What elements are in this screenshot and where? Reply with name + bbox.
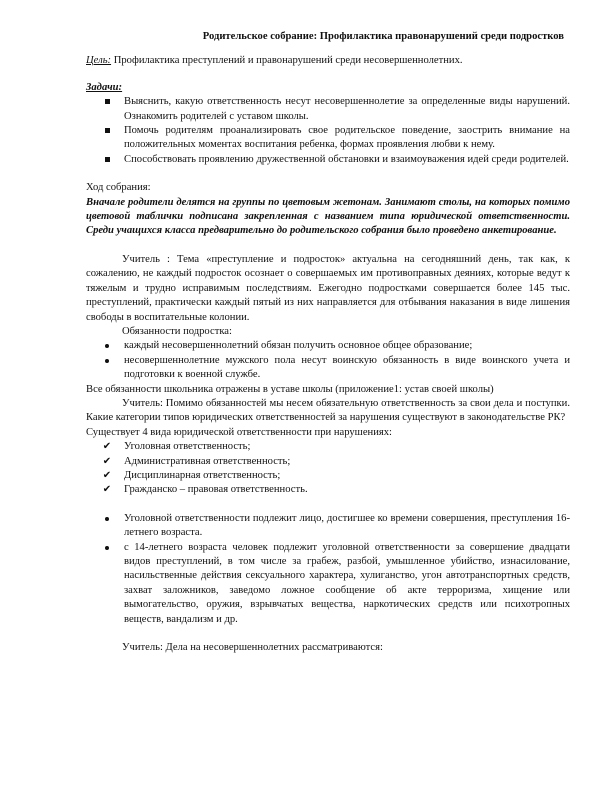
list-item xyxy=(86,95,570,124)
list-item xyxy=(86,124,570,153)
round-bullet-icon xyxy=(100,512,114,526)
round-bullet-icon xyxy=(100,541,114,555)
list-item xyxy=(86,455,570,469)
kind-text: Гражданско – правовая ответственность. xyxy=(124,484,308,496)
square-bullet-icon xyxy=(100,95,114,109)
checkmark-icon: ✔ xyxy=(102,441,112,453)
list-item xyxy=(86,339,570,353)
kinds-list xyxy=(86,440,570,498)
criminal-text: Уголовной ответственности подлежит лицо, достигшее ко времени совершения, преступления 16-летнего возраста. xyxy=(124,512,570,539)
document-title: Родительское собрание: Профилактика правонарушений среди подростков xyxy=(202,31,564,42)
criminal-list xyxy=(86,512,570,627)
teacher-paragraph-2: Учитель: Помимо обязанностей мы несем обязательную ответственность за свои дела и поступки. Какие категории типов юридических ответственностей за нарушения существуют в законодательстве РК? xyxy=(86,397,570,424)
list-item xyxy=(86,440,570,454)
checkmark-icon: ✔ xyxy=(102,455,112,467)
teacher-paragraph-1: Учитель : Тема «преступление и подросток» актуальна на сегодняшний день, так как, к сожалению, не каждый подросток осознает о совершаемых им противоправных деяниях, которые ведут к тяжелым и трудно исправимым последствиям. Ежегодно подростками совершается более 145 тыс. преступлений, практически каждый пятый из них направляется для отбывания наказания в виде лишения свободы в воспитательные колонии. xyxy=(86,253,570,323)
list-item xyxy=(86,541,570,627)
square-bullet-icon xyxy=(100,153,114,167)
kind-text: Дисциплинарная ответственность; xyxy=(124,469,281,481)
tasks-list xyxy=(86,95,570,167)
goal-paragraph xyxy=(86,54,570,68)
round-bullet-icon xyxy=(100,354,114,368)
task-text: Способствовать проявлению дружественной обстановки и взаимоуважения идей среди родителей. xyxy=(124,153,569,165)
list-item xyxy=(86,469,570,483)
kind-text: Уголовная ответственность; xyxy=(124,441,251,453)
tasks-label: Задачи: xyxy=(86,81,123,93)
square-bullet-icon xyxy=(100,124,114,138)
duty-text: несовершеннолетние мужского пола несут воинскую обязанность в виде воинского учета и подготовки к военной службе. xyxy=(124,354,570,381)
charter-note: Все обязанности школьника отражены в уставе школы (приложение1: устав своей школы) xyxy=(86,383,494,395)
round-bullet-icon xyxy=(100,339,114,353)
kind-text: Административная ответственность; xyxy=(124,455,291,467)
task-text: Выяснить, какую ответственность несут несовершеннолетие за определенные виды нарушений. Ознакомить родителей с уставом школы. xyxy=(124,96,570,122)
course-intro: Вначале родители делятся на группы по цветовым жетонам. Занимают столы, на которых помимо цветовой таблички подписана закрепленная с названием типа юридической ответственности. Среди учащихся класса предварительно до родительского собрания было проведено анкетирование. xyxy=(86,196,570,237)
list-item xyxy=(86,153,570,167)
checkmark-icon: ✔ xyxy=(102,469,112,481)
checkmark-icon: ✔ xyxy=(102,484,112,496)
list-item xyxy=(86,483,570,497)
goal-label: Цель: xyxy=(86,55,112,67)
goal-text: Профилактика преступлений и правонарушений среди несовершеннолетних. xyxy=(111,55,463,67)
duties-list xyxy=(86,339,570,382)
kinds-label: Существует 4 вида юридической ответственности при нарушениях: xyxy=(86,426,392,438)
duty-text: каждый несовершеннолетний обязан получить основное общее образование; xyxy=(124,340,473,352)
task-text: Помочь родителям проанализировать свое родительское поведение, заострить внимание на положительных моментах воспитания ребенка, формах проявления любви к нему. xyxy=(124,125,570,151)
criminal-text: с 14-летнего возраста человек подлежит уголовной ответственности за совершение двадцати видов преступлений, в том числе за грабеж, разбой, умышленное убийство, изнасилование, насильственные действия сексуального характера, хулиганство, угон автотранспортных средств, захват заложников, заведомо ложное сообщение об акте терроризма, хищение или вымогательство, оружия, взрывчатых вещества, наркотических средств или психотропных веществ, вандализм и др. xyxy=(124,541,570,625)
course-label: Ход собрания: xyxy=(86,182,151,194)
list-item xyxy=(86,512,570,541)
teacher-paragraph-3: Учитель: Дела на несовершеннолетних рассматриваются: xyxy=(122,642,383,654)
list-item xyxy=(86,354,570,383)
document-body xyxy=(86,30,570,655)
duties-label: Обязанности подростка: xyxy=(122,325,232,337)
